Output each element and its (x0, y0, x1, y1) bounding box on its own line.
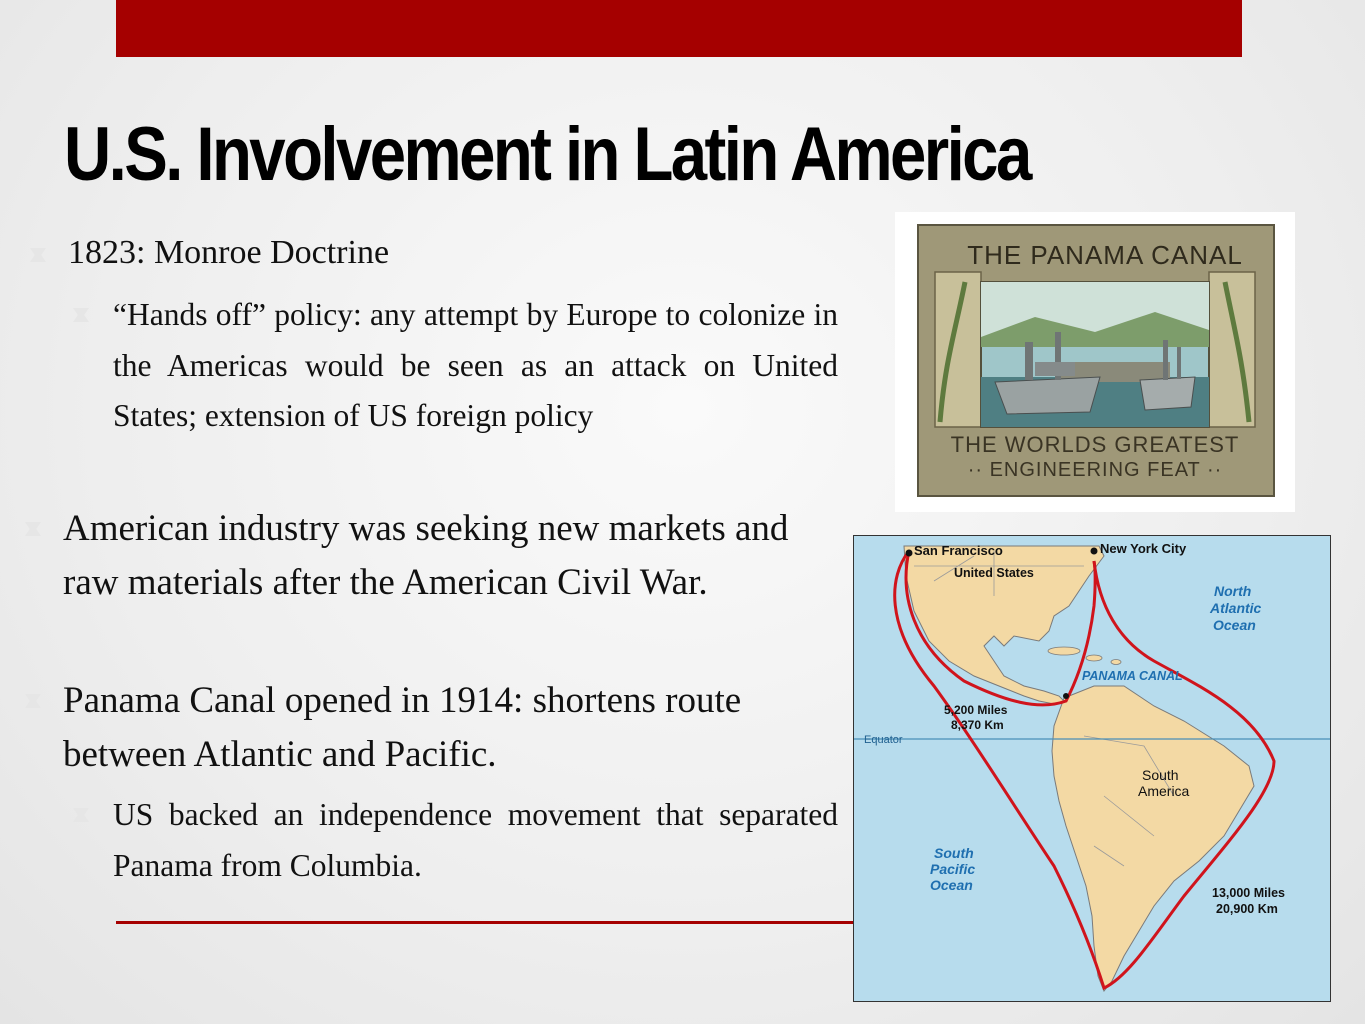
label-south-pacific-3: Ocean (930, 877, 973, 893)
label-south-america-1: South (1142, 767, 1179, 783)
top-accent-bar (116, 0, 1242, 57)
bullet-panama-canal (63, 674, 823, 782)
bullet-text: Panama Canal opened in 1914: shortens route between Atlantic and Pacific. (63, 680, 742, 775)
panama-canal-poster-image (895, 212, 1295, 512)
bullet-marker-icon (25, 522, 41, 536)
label-long-route-km: 20,900 Km (1216, 902, 1278, 916)
label-short-route-miles: 5,200 Miles (944, 703, 1008, 717)
bullet-marker-icon (73, 808, 89, 822)
bullet-american-industry (63, 502, 793, 610)
label-south-america-2: America (1138, 783, 1190, 799)
label-south-pacific-2: Pacific (930, 861, 976, 877)
bullet-text: US backed an independence movement that separated Panama from Columbia. (113, 797, 838, 883)
bullet-text: American industry was seeking new markets and raw materials after the American Civil War. (63, 508, 789, 603)
panama-canal-route-map (853, 535, 1331, 1002)
sub-bullet-hands-off-policy (113, 290, 838, 442)
label-panama-canal: PANAMA CANAL (1082, 669, 1183, 683)
panama-canal-marker (1063, 693, 1069, 699)
poster-subtitle-line2: ·· ENGINEERING FEAT ·· (967, 459, 1223, 481)
label-north-atlantic-3: Ocean (1213, 617, 1256, 633)
bullet-marker-icon (30, 248, 46, 262)
label-short-route-km: 8,370 Km (951, 718, 1004, 732)
poster-title: THE PANAMA CANAL (967, 240, 1243, 270)
label-san-francisco: San Francisco (914, 543, 1003, 558)
slide-title: U.S. Involvement in Latin America (64, 112, 1030, 197)
bullet-text: “Hands off” policy: any attempt by Europe to colonize in the Americas would be seen as an attack on United States; extension of US foreign policy (113, 297, 838, 433)
bottom-accent-rule (116, 921, 856, 924)
new-york-marker (1091, 548, 1098, 555)
bullet-monroe-doctrine (68, 228, 828, 278)
label-united-states: United States (954, 566, 1034, 580)
south-america-landmass (1052, 686, 1254, 991)
label-new-york-city: New York City (1100, 541, 1187, 556)
label-long-route-miles: 13,000 Miles (1212, 886, 1285, 900)
label-north-atlantic-1: North (1214, 583, 1252, 599)
label-north-atlantic-2: Atlantic (1210, 600, 1262, 616)
route-map-artwork (854, 536, 1330, 1001)
san-francisco-marker (906, 550, 913, 557)
bullet-text: 1823: Monroe Doctrine (68, 234, 390, 271)
poster-subtitle-line1: THE WORLDS GREATEST (950, 432, 1240, 457)
label-equator: Equator (864, 734, 903, 746)
bullet-marker-icon (73, 308, 89, 322)
poster-artwork (895, 212, 1295, 512)
sub-bullet-independence-movement (113, 790, 838, 891)
bullet-marker-icon (25, 694, 41, 708)
label-south-pacific-1: South (934, 845, 974, 861)
